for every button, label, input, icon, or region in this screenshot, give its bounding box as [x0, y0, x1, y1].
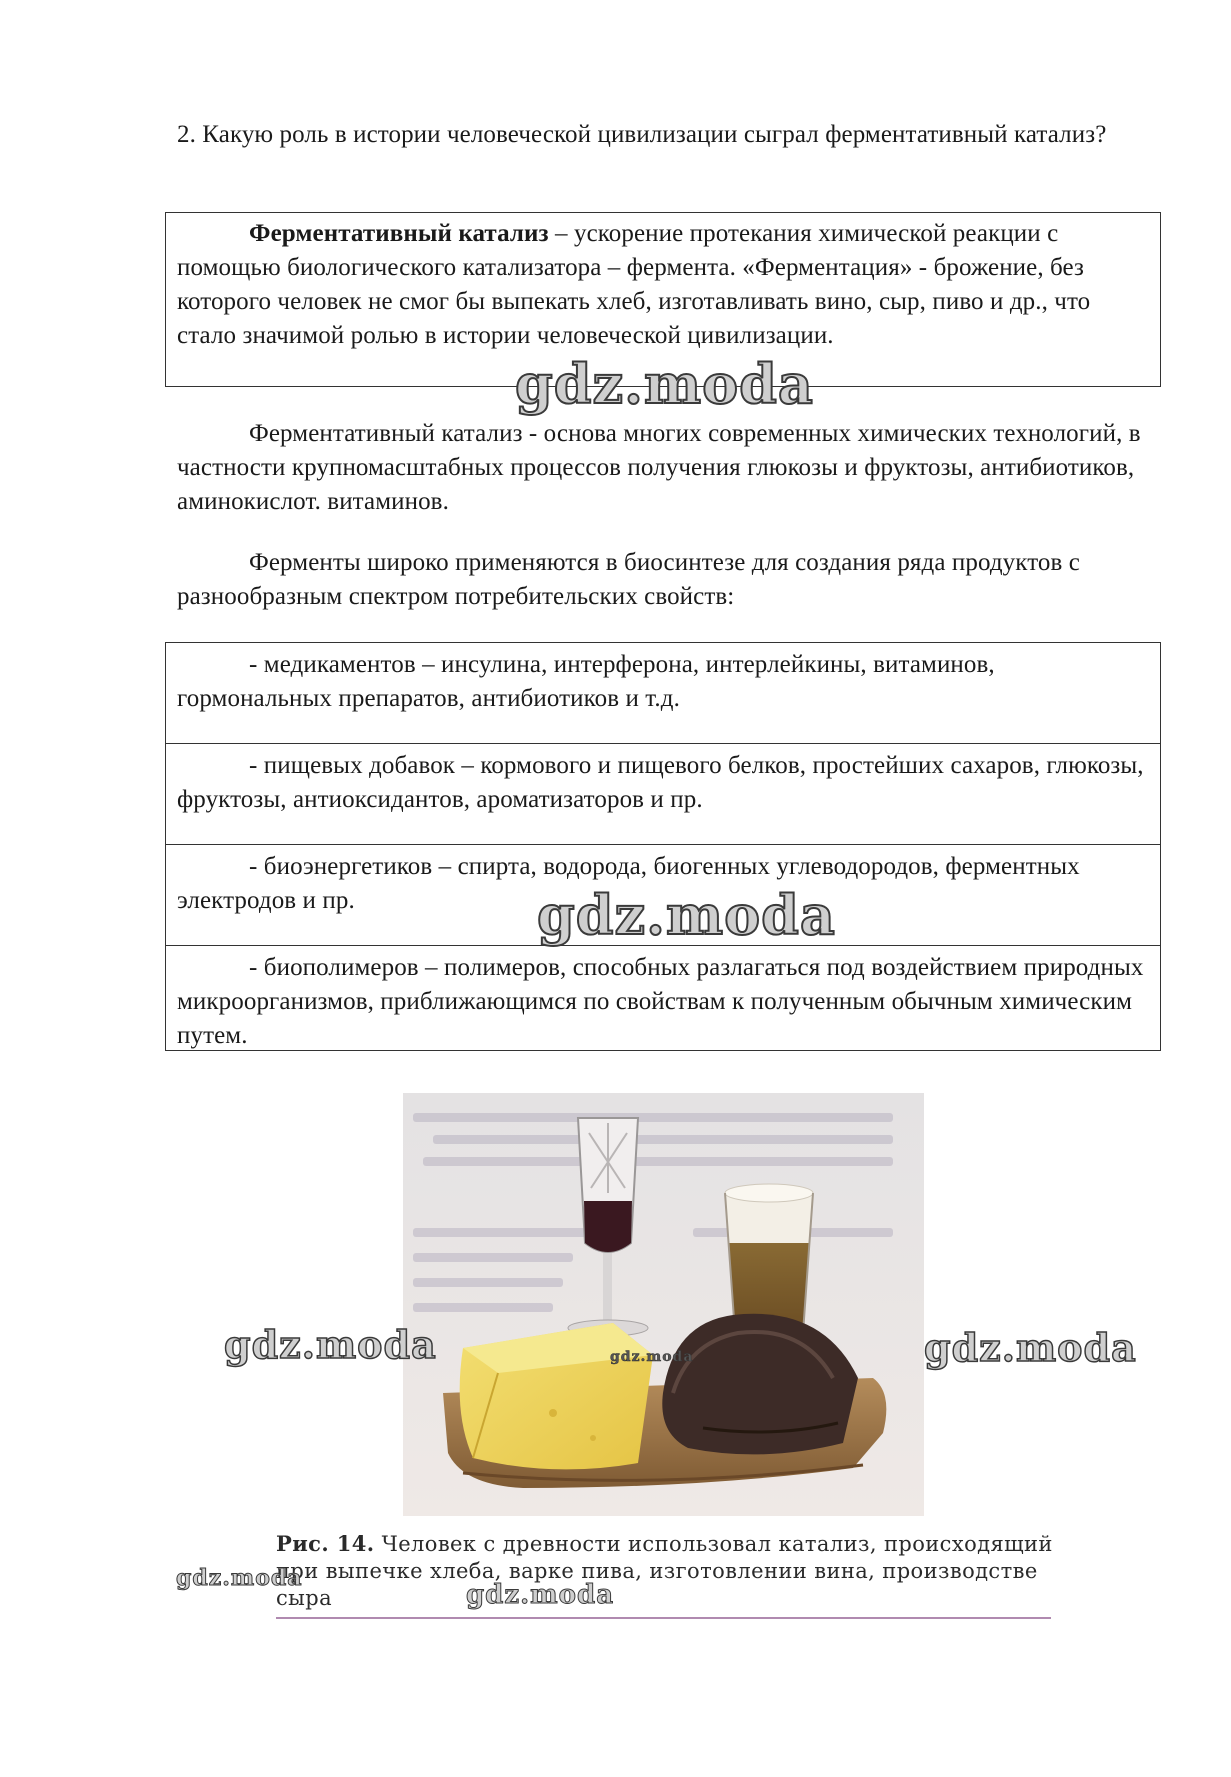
application-row-food-additives: - пищевых добавок – кормового и пищевого белков, простейших сахаров, глюкозы, фруктозы, антиоксидантов, ароматизаторов и пр.	[166, 744, 1160, 845]
application-row-medicines: - медикаментов – инсулина, интерферона, интерлейкины, витаминов, гормональных препаратов, антибиотиков и т.д.	[166, 643, 1160, 744]
application-row-biopolymers: - биополимеров – полимеров, способных разлагаться под воздействием природных микроорганизмов, приближающимся по свойствам к полученным обычным химическим путем.	[177, 954, 1144, 1049]
figure-caption	[276, 1530, 1056, 1612]
paragraph-biosynthesis: Ферменты широко применяются в биосинтезе для создания ряда продуктов с разнообразным спектром потребительских свойств:	[177, 549, 1080, 610]
caption-label: Рис. 14.	[276, 1531, 375, 1556]
watermark-2: gdz.moda	[537, 883, 836, 947]
figure-photo	[403, 1093, 924, 1516]
application-row-bioenergy: - биоэнергетиков – спирта, водорода, биогенных углеводородов, ферментных электродов и пр.	[166, 845, 1160, 946]
definition-text: – ускорение протекания химической реакции с помощью биологического катализатора – фермента. «Ферментация» - брожение, без которого человек не смог бы выпекать хлеб, изготавливать вино, сыр, пиво и др., что стало значимой ролью в истории человеческой цивилизации.	[177, 220, 1091, 349]
question-text: 2. Какую роль в истории человеческой цивилизации сыграл ферментативный катализ?	[177, 121, 1107, 148]
caption-text: Человек с древности использовал катализ, происходящий при выпечке хлеба, варке пива, изготовлении вина, производстве сыра	[276, 1532, 1053, 1610]
watermark-5: gdz.moda	[610, 1349, 694, 1365]
watermark-3: gdz.moda	[224, 1322, 437, 1367]
paragraph-technologies: Ферментативный катализ - основа многих современных химических технологий, в частности крупномасштабных процессов получения глюкозы и фруктозы, антибиотиков, аминокислот. витаминов.	[177, 420, 1141, 515]
watermark-6: gdz.moda	[176, 1565, 303, 1591]
definition-term: Ферментативный катализ	[249, 220, 549, 247]
applications-table	[165, 642, 1161, 1051]
watermark-4: gdz.moda	[924, 1325, 1137, 1370]
definition-paragraph	[166, 217, 1160, 353]
watermark-7: gdz.moda	[466, 1580, 615, 1610]
cheese-bread-wine-beer-illustration	[403, 1093, 924, 1516]
watermark-1: gdz.moda	[515, 352, 814, 416]
caption-rule-line	[276, 1617, 1051, 1619]
